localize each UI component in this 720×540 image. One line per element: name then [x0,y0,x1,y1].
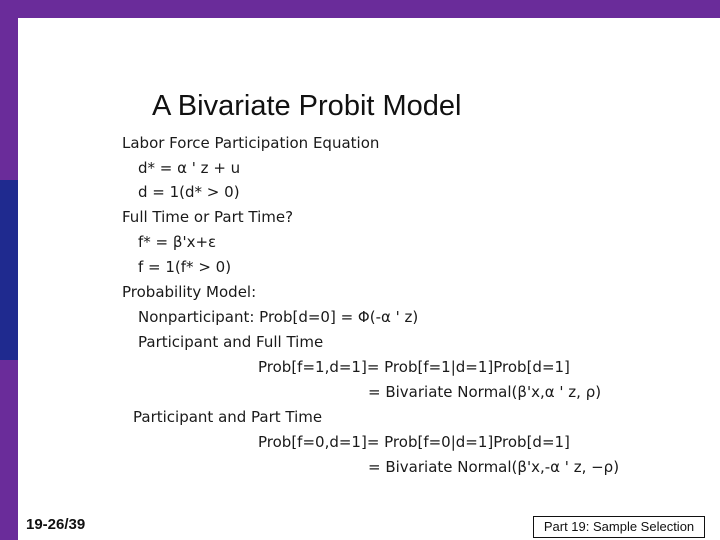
slide-title: A Bivariate Probit Model [152,90,462,122]
equation-observed-d: d = 1(d* > 0) [138,183,240,201]
fulltime-bivariate-normal: = Bivariate Normal(β'x,α ' z, ρ) [368,383,602,401]
section-heading-probability: Probability Model: [122,283,257,301]
left-accent-bar-top [0,0,18,180]
parttime-joint-probability: Prob[f=0,d=1]= Prob[f=0|d=1]Prob[d=1] [258,433,570,451]
section-label: Part 19: Sample Selection [533,516,705,538]
section-heading-participation: Labor Force Participation Equation [122,134,380,152]
slide-number: 19-26/39 [26,516,86,533]
section-heading-fulltime: Full Time or Part Time? [122,208,294,226]
top-accent-band [0,0,720,18]
equation-observed-f: f = 1(f* > 0) [138,258,232,276]
equation-latent-d: d* = α ' z + u [138,159,241,177]
equation-latent-f: f* = β'x+ε [138,233,217,251]
fulltime-joint-probability: Prob[f=1,d=1]= Prob[f=1|d=1]Prob[d=1] [258,358,570,376]
participant-parttime-heading: Participant and Part Time [133,408,323,426]
nonparticipant-probability: Nonparticipant: Prob[d=0] = Φ(-α ' z) [138,308,419,326]
parttime-bivariate-normal: = Bivariate Normal(β'x,-α ' z, −ρ) [368,458,620,476]
participant-fulltime-heading: Participant and Full Time [138,333,324,351]
left-accent-bar-middle [0,180,18,360]
left-accent-bar-bottom [0,360,18,540]
